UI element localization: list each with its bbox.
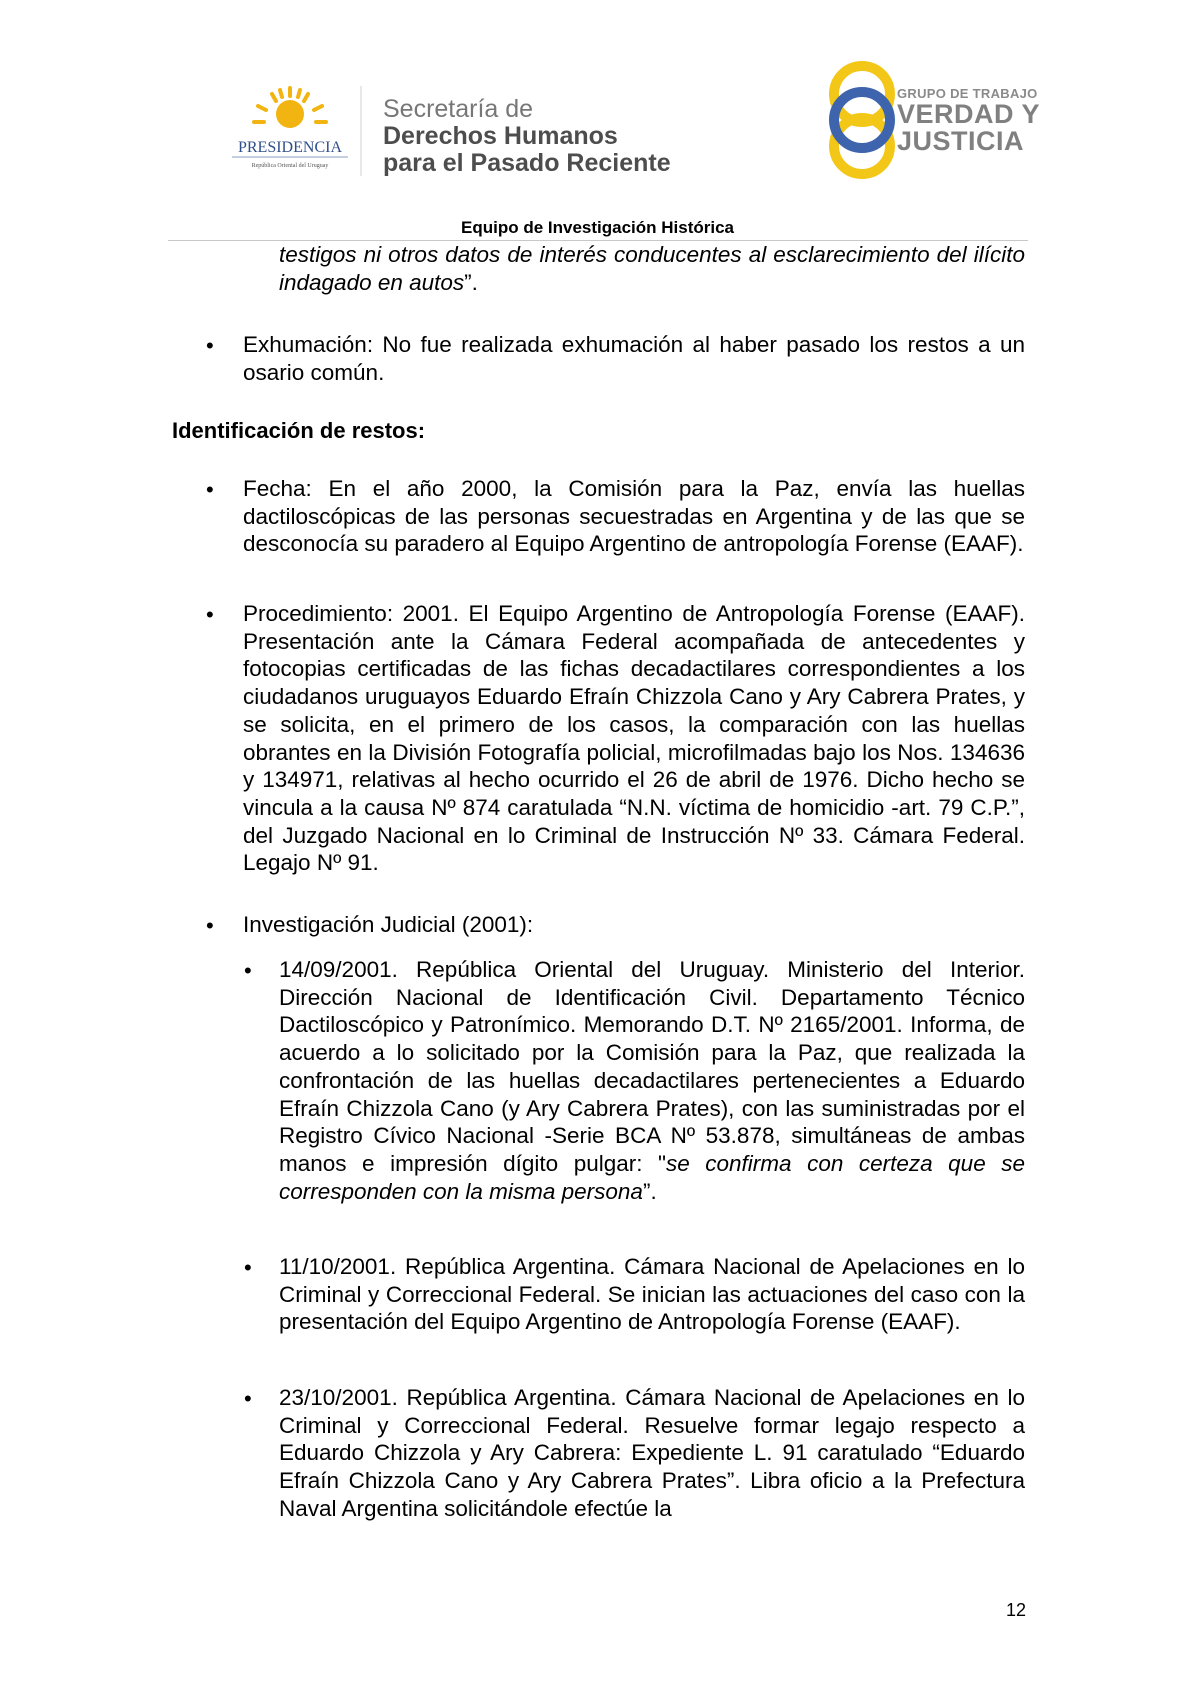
svg-text:República Oriental del Uruguay: República Oriental del Uruguay (251, 163, 329, 169)
verdad-justicia-text (897, 86, 1040, 155)
sub-paragraph-2: 11/10/2001. República Argentina. Cámara Nacional de Apelaciones en lo Criminal y Correccional Federal. Se inician las actuaciones del caso con la presentación del Equipo Argentino de Antropología Forense (EAAF). (279, 1254, 1025, 1335)
team-title: Equipo de Investigación Histórica (461, 218, 734, 237)
presidencia-logo (210, 86, 370, 176)
fecha-paragraph: Fecha: En el año 2000, la Comisión para la Paz, envía las huellas dactiloscópicas de las personas secuestradas en Argentina y de las que se desconocía su paradero al Equipo Argentino de antropología Forense (EAAF). (243, 476, 1025, 557)
secretaria-title (383, 96, 671, 177)
sub-paragraph-1: 14/09/2001. República Oriental del Uruguay. Ministerio del Interior. Dirección Nacional de Identificación Civil. Departamento Técnico Dactiloscópico y Patronímico. Memorando D.T. Nº 2165/2001. Informa, de acuerdo a lo solicitado por la Comisión para la Paz, que realizada la confrontación de las huellas decadactilares pertenecientes a Eduardo Efraín Chizzola Cano (y Ary Cabrera Prates), con las suministradas por el Registro Cívico Nacional -Serie BCA Nº 53.878, simultáneas de ambas manos e impresión dígito pulgar: "se confirma con certeza que se corresponden con la misma persona”. (279, 957, 1025, 1204)
sun-icon (250, 88, 330, 131)
bullet-fecha: • (206, 477, 214, 502)
grupo-small: GRUPO DE TRABAJO (897, 86, 1038, 101)
exhumacion-paragraph: Exhumación: No fue realizada exhumación al haber pasado los restos a un osario común. (243, 332, 1025, 385)
section-heading: Identificación de restos: (172, 418, 426, 443)
investigacion-paragraph: Investigación Judicial (2001): (243, 912, 534, 937)
divider (360, 86, 362, 176)
grupo-big-1: VERDAD Y (897, 99, 1041, 129)
secretaria-line-3: para el Pasado Reciente (383, 149, 671, 177)
sub-bullet-1: • (244, 958, 252, 983)
sub-bullet-3: • (244, 1386, 252, 1411)
bullet-investigacion: • (206, 913, 214, 938)
sub-bullet-2: • (244, 1255, 252, 1280)
procedimiento-paragraph: Procedimiento: 2001. El Equipo Argentino de Antropología Forense (EAAF). Presentación ante la Cámara Federal acompañada de antecedentes y fotocopias certificadas de las fichas decadactilares correspondientes a los ciudadanos uruguayos Eduardo Efraín Chizzola Cano y Ary Cabrera Prates, y se solicita, en el primero de los casos, la comparación con las huellas obrantes en la División Fotografía policial, microfilmadas bajo los Nos. 134636 y 134971, relativas al hecho ocurrido el 26 de abril de 1976. Dicho hecho se vincula a la causa Nº 874 caratulada “N.N. víctima de homicidio -art. 79 C.P.”, del Juzgado Nacional en lo Criminal de Instrucción Nº 33. Cámara Federal. Legajo Nº 91. (243, 601, 1025, 876)
page-header (0, 0, 1191, 245)
bullet-procedimiento: • (206, 602, 214, 627)
bullet-exhumacion: • (206, 333, 214, 358)
page-number: 12 (1006, 1600, 1027, 1620)
secretaria-line-2: Derechos Humanos (383, 122, 618, 150)
svg-text:PRESIDENCIA: PRESIDENCIA (237, 139, 343, 156)
grupo-big-2: JUSTICIA (897, 126, 1025, 156)
secretaria-line-1: Secretaría de (383, 95, 534, 123)
continued-quote: testigos ni otros datos de interés conducentes al esclarecimiento del ilícito indagado en autos”. (279, 242, 1025, 295)
sub-paragraph-3: 23/10/2001. República Argentina. Cámara Nacional de Apelaciones en lo Criminal y Correccional Federal. Resuelve formar legajo respecto a Eduardo Chizzola y Ary Cabrera: Expediente L. 91 caratulado “Eduardo Efraín Chizzola Cano y Ary Cabrera Prates”. Libra oficio a la Prefectura Naval Argentina solicitándole efectúe la (279, 1385, 1025, 1521)
